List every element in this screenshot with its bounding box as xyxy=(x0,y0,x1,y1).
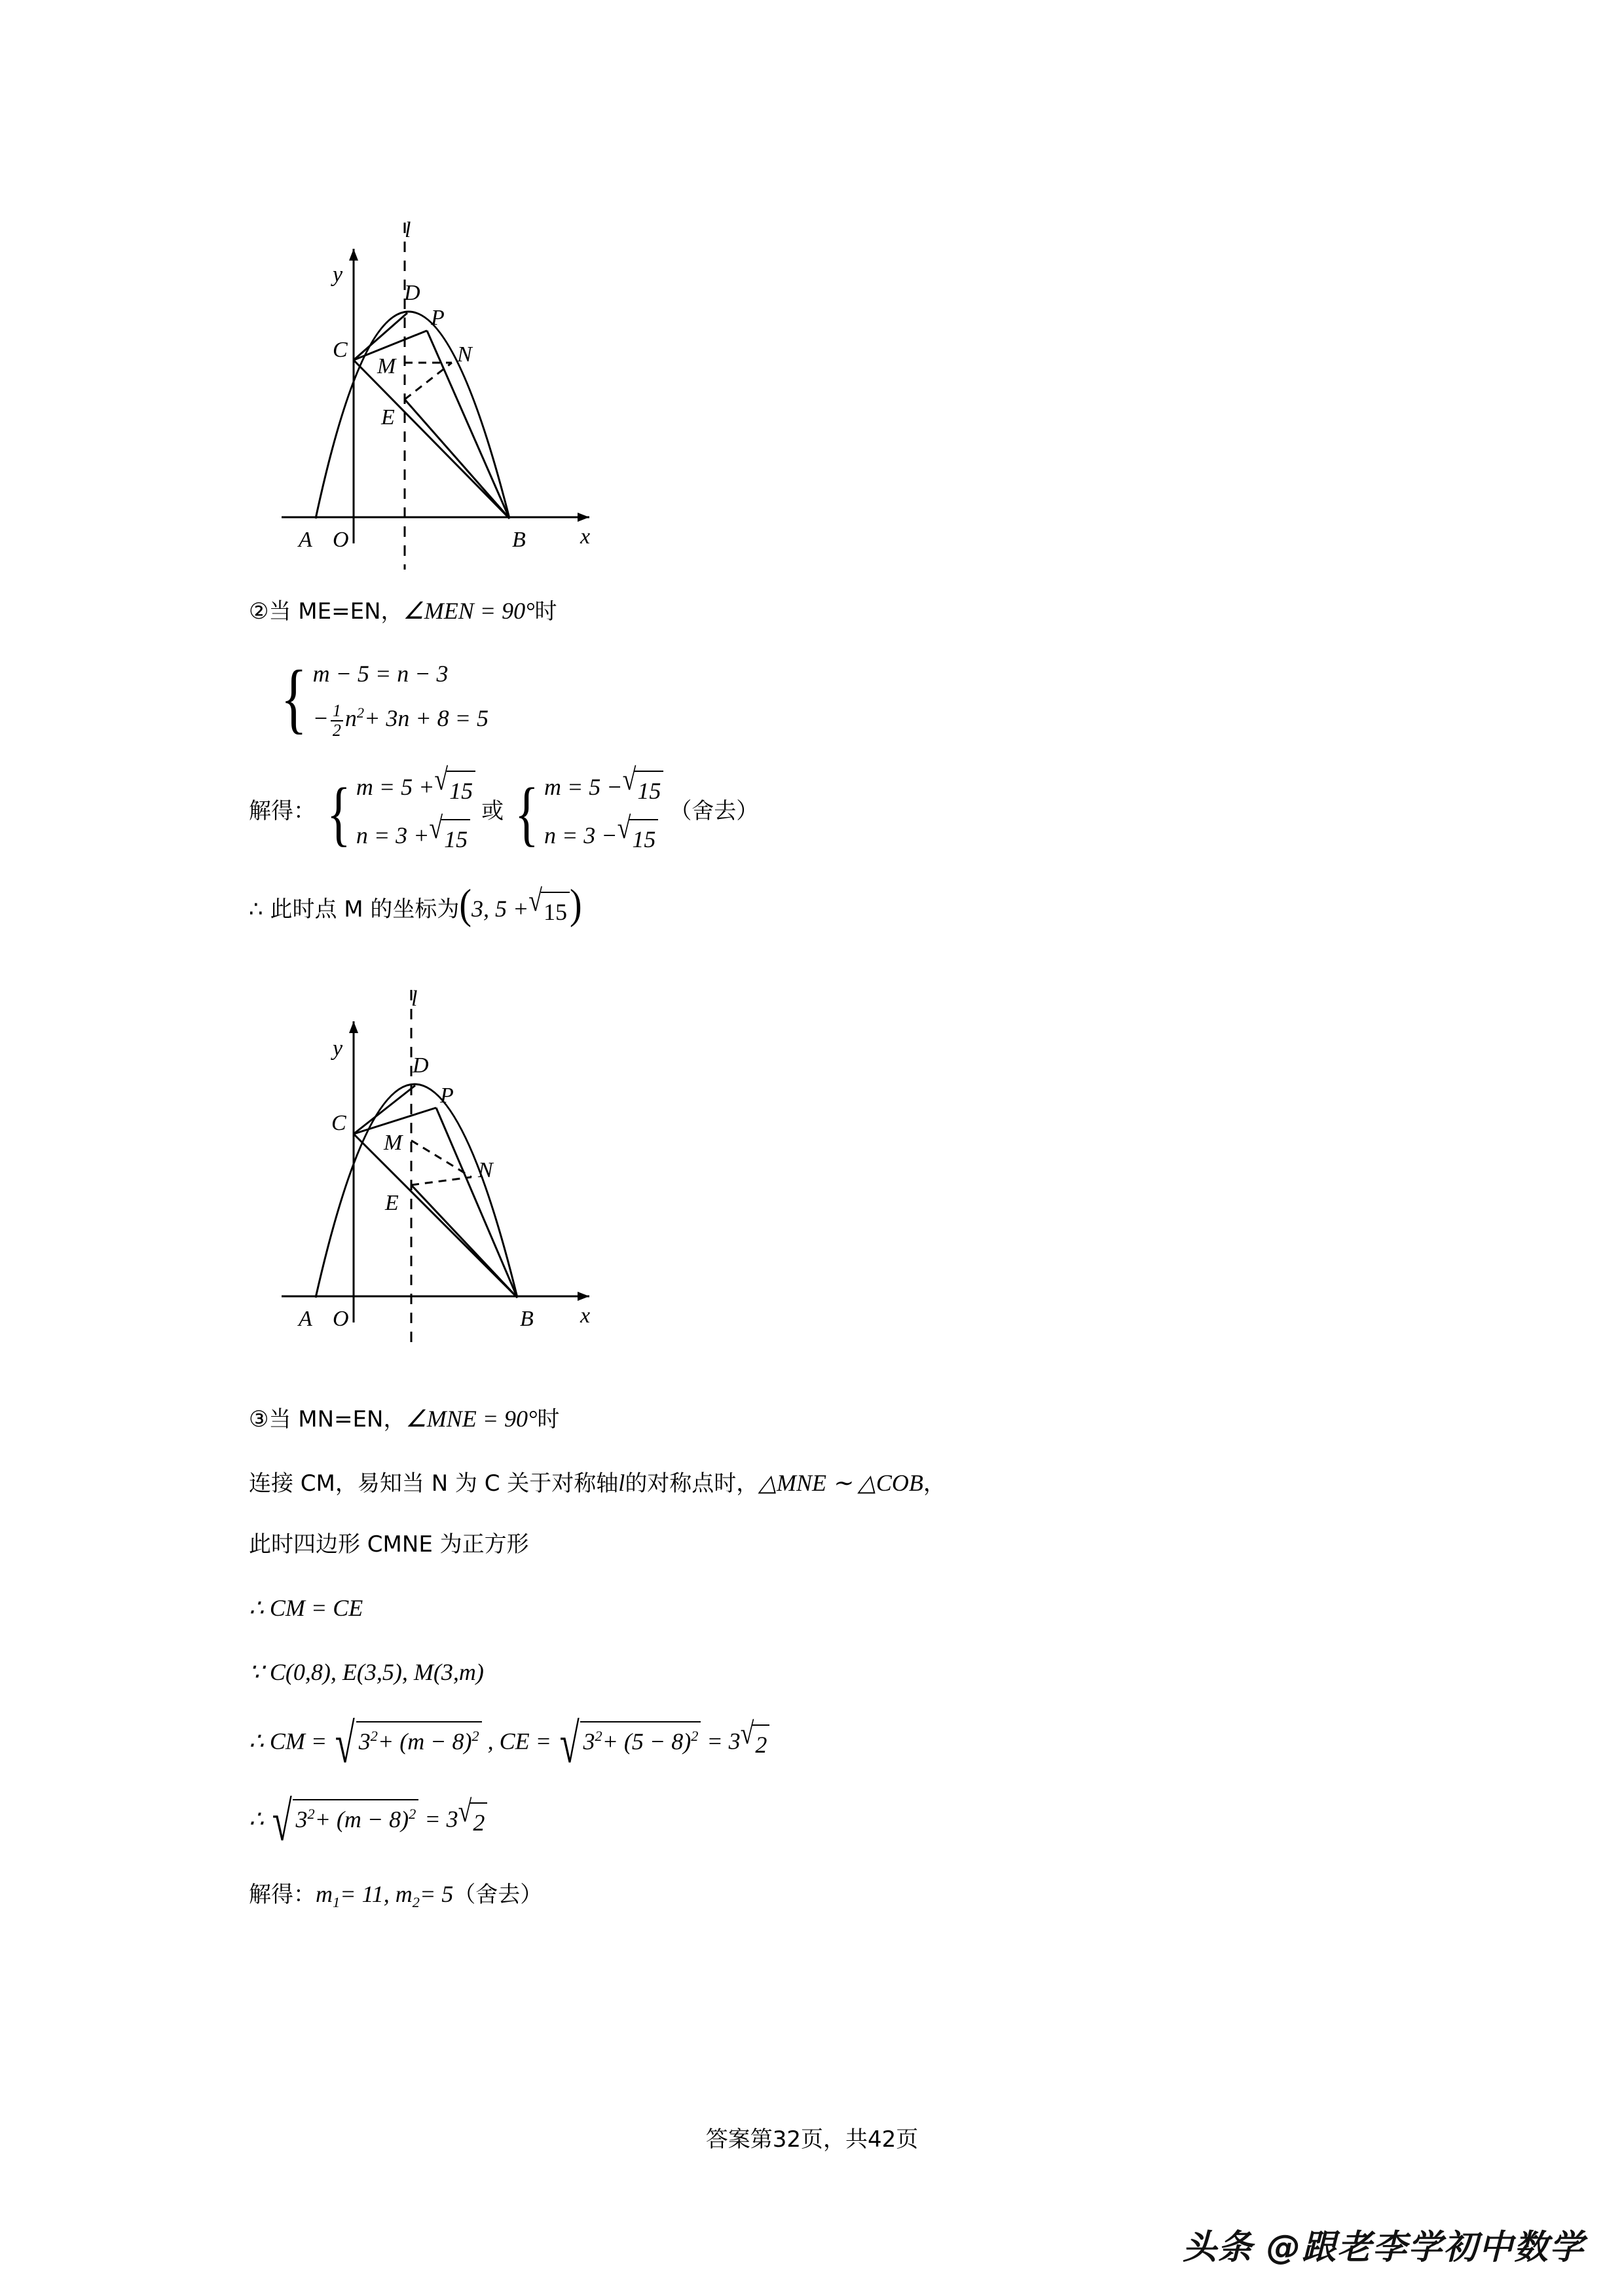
solve-label-2: 解得： xyxy=(249,1882,316,1908)
radicand-rest: + (m − 8) xyxy=(377,1728,472,1755)
case3-number: ③ xyxy=(249,1406,269,1433)
case3-heading-text-2: 时 xyxy=(537,1406,560,1433)
case3-heading xyxy=(249,1401,1401,1436)
sol2-row2-text: n = 3 − xyxy=(544,822,618,848)
radical-sign: √ xyxy=(272,1790,292,1853)
line7-val-a: = 11, xyxy=(340,1881,390,1908)
case3-line1-l: l xyxy=(618,1470,625,1497)
sqrt-2-a xyxy=(740,1717,770,1762)
row2-exponent: 2 xyxy=(356,704,365,721)
radicand-base: 3 xyxy=(358,1728,371,1755)
label-O: O xyxy=(333,528,349,552)
case3-line-5 xyxy=(249,1712,1401,1775)
case3-line-7 xyxy=(249,1876,1401,1914)
radical-sign: √ xyxy=(335,1712,355,1775)
radicand-base: 3 xyxy=(583,1728,595,1755)
figure-2-svg xyxy=(255,969,714,1375)
line7-var-a: m xyxy=(316,1881,333,1908)
watermark: 头条 @跟老李学初中数学 xyxy=(1182,2228,1585,2267)
case2-heading-math: ∠MEN = 90° xyxy=(403,598,535,624)
sqrt-equation xyxy=(270,1790,418,1853)
parabola-diagram-1 xyxy=(255,196,714,589)
radicand xyxy=(293,1799,418,1844)
label-x: x xyxy=(580,1303,591,1328)
sol1-row2 xyxy=(356,811,475,857)
case2-number: ② xyxy=(249,598,269,625)
system-group xyxy=(275,653,489,741)
sol1-row1 xyxy=(356,762,475,809)
frac-denominator: 2 xyxy=(331,720,343,739)
label-l: l xyxy=(411,987,418,1011)
case3-line1-b: 的对称点时， xyxy=(625,1470,759,1497)
sqrt-2-b xyxy=(458,1794,488,1840)
radical-sign: √ xyxy=(434,762,449,797)
line7-discard: （舍去） xyxy=(453,1882,543,1908)
page-footer: 答案第32页，共42页 xyxy=(705,2126,919,2153)
label-E: E xyxy=(385,1191,399,1216)
radical-sign: √ xyxy=(559,1712,580,1775)
case3-line-1 xyxy=(249,1465,1401,1501)
frac-numerator: 1 xyxy=(332,701,341,721)
radicand: 2 xyxy=(470,1802,487,1840)
sqrt-15-d xyxy=(617,811,659,857)
case2-solution xyxy=(249,762,1401,856)
radical-sign: √ xyxy=(622,762,637,797)
label-C: C xyxy=(331,1111,346,1136)
case3-line-2: 此时四边形 CMNE 为正方形 xyxy=(249,1531,529,1558)
row2-var: n xyxy=(344,705,357,731)
radicand-exp: 2 xyxy=(595,1728,602,1745)
radicand xyxy=(580,1721,701,1766)
case2-heading-text-1: 当 ME=EN， xyxy=(268,598,403,625)
label-O: O xyxy=(333,1307,349,1332)
radicand: 15 xyxy=(635,771,663,809)
label-N: N xyxy=(457,342,472,367)
label-P: P xyxy=(431,306,445,330)
label-B: B xyxy=(520,1307,534,1332)
conclusion-coord: 3, 5 + xyxy=(471,895,529,922)
sqrt-15-a xyxy=(434,762,475,809)
label-x: x xyxy=(580,524,591,549)
radicand xyxy=(356,1721,482,1766)
label-D: D xyxy=(404,281,420,305)
open-paren: ( xyxy=(459,881,471,928)
line7-val-b: = 5 xyxy=(419,1881,454,1908)
case3-line1-math: △MNE ∼ △COB xyxy=(758,1470,923,1497)
solution-1 xyxy=(322,762,475,856)
radicand-exp: 2 xyxy=(370,1728,378,1745)
label-E: E xyxy=(381,405,395,429)
case3-line-3: ∴ CM = CE xyxy=(249,1595,363,1622)
line6-prefix: ∴ xyxy=(249,1806,264,1832)
case3-line1-c: ， xyxy=(923,1470,946,1497)
radicand-rest-exp: 2 xyxy=(471,1728,479,1745)
radical-sign: √ xyxy=(740,1717,754,1751)
discard-note: （舍去） xyxy=(669,798,759,825)
solve-label: 解得： xyxy=(249,798,316,825)
radicand: 15 xyxy=(629,819,658,857)
label-A: A xyxy=(299,1307,312,1332)
label-A: A xyxy=(299,528,312,552)
line7-sub-a: 1 xyxy=(333,1894,341,1911)
radicand-rest: + (m − 8) xyxy=(314,1806,409,1832)
label-P: P xyxy=(440,1084,454,1108)
label-D: D xyxy=(413,1053,429,1078)
case3-line1-a: 连接 CM，易知当 N 为 C 关于对称轴 xyxy=(249,1470,619,1497)
line7-sub-b: 2 xyxy=(412,1894,420,1911)
radicand: 15 xyxy=(541,892,570,930)
case3-line-4: ∵ C(0,8), E(3,5), M(3,m) xyxy=(249,1659,484,1686)
parabola-diagram-2 xyxy=(255,969,714,1388)
system-row-2 xyxy=(313,701,489,739)
radical-sign: √ xyxy=(458,1794,472,1829)
radicand: 2 xyxy=(752,1724,769,1762)
label-C: C xyxy=(333,338,348,362)
sqrt-cm xyxy=(333,1712,481,1775)
page-content xyxy=(249,196,1401,1919)
radicand-exp: 2 xyxy=(307,1805,315,1822)
case3-heading-text-1: 当 MN=EN， xyxy=(268,1406,406,1433)
case2-system xyxy=(275,653,1401,741)
case3-line-6 xyxy=(249,1790,1401,1853)
label-B: B xyxy=(512,528,526,552)
sqrt-15-c xyxy=(622,762,664,809)
radicand-rest-exp: 2 xyxy=(409,1805,416,1822)
sqrt-ce xyxy=(557,1712,701,1775)
sqrt-15-b xyxy=(429,811,470,857)
case2-conclusion xyxy=(249,881,1401,930)
label-y: y xyxy=(333,263,343,287)
label-N: N xyxy=(478,1158,493,1183)
line5-mid: , CE = xyxy=(487,1728,551,1755)
radical-sign: √ xyxy=(429,811,443,845)
radicand: 15 xyxy=(447,771,475,809)
close-paren: ) xyxy=(570,881,582,928)
left-brace: { xyxy=(280,653,307,741)
label-l: l xyxy=(405,218,411,242)
sqrt-15-e xyxy=(528,883,570,930)
case2-heading xyxy=(249,593,1401,629)
line5-eq: = 3 xyxy=(707,1728,741,1755)
line7-var-b: m xyxy=(395,1881,413,1908)
sol2-row2 xyxy=(544,811,663,857)
radicand-rest-exp: 2 xyxy=(691,1728,699,1745)
line6-eq: = 3 xyxy=(424,1806,458,1832)
solution-1-rows xyxy=(356,762,475,856)
radicand-base: 3 xyxy=(295,1806,308,1832)
solution-2-rows xyxy=(544,762,663,856)
system-row-1: m − 5 = n − 3 xyxy=(312,661,449,687)
left-brace-sol1: { xyxy=(326,773,351,853)
radicand-rest: + (5 − 8) xyxy=(602,1728,692,1755)
case3-heading-math: ∠MNE = 90° xyxy=(405,1406,538,1432)
solution-2 xyxy=(509,762,663,856)
label-M: M xyxy=(384,1131,403,1156)
or-label: 或 xyxy=(481,798,504,825)
row2-prefix: − xyxy=(312,705,329,731)
sol1-row2-text: n = 3 + xyxy=(356,822,430,848)
label-y: y xyxy=(333,1036,343,1061)
sol2-row1-text: m = 5 − xyxy=(544,774,623,801)
radical-sign: √ xyxy=(528,883,543,919)
conclusion-text: ∴ 此时点 M 的坐标为 xyxy=(249,896,460,922)
row2-rest: + 3n + 8 = 5 xyxy=(364,705,489,731)
one-half-fraction xyxy=(331,702,343,739)
label-M: M xyxy=(377,354,396,378)
system-rows xyxy=(313,656,489,739)
radicand: 15 xyxy=(441,819,470,857)
figure-1-svg xyxy=(255,196,714,589)
case2-heading-text-2: 时 xyxy=(534,598,557,625)
left-brace-sol2: { xyxy=(515,773,540,853)
sol1-row1-text: m = 5 + xyxy=(356,774,435,801)
radical-sign: √ xyxy=(617,811,631,845)
line5-prefix: ∴ CM = xyxy=(249,1728,327,1755)
sol2-row1 xyxy=(544,762,663,809)
